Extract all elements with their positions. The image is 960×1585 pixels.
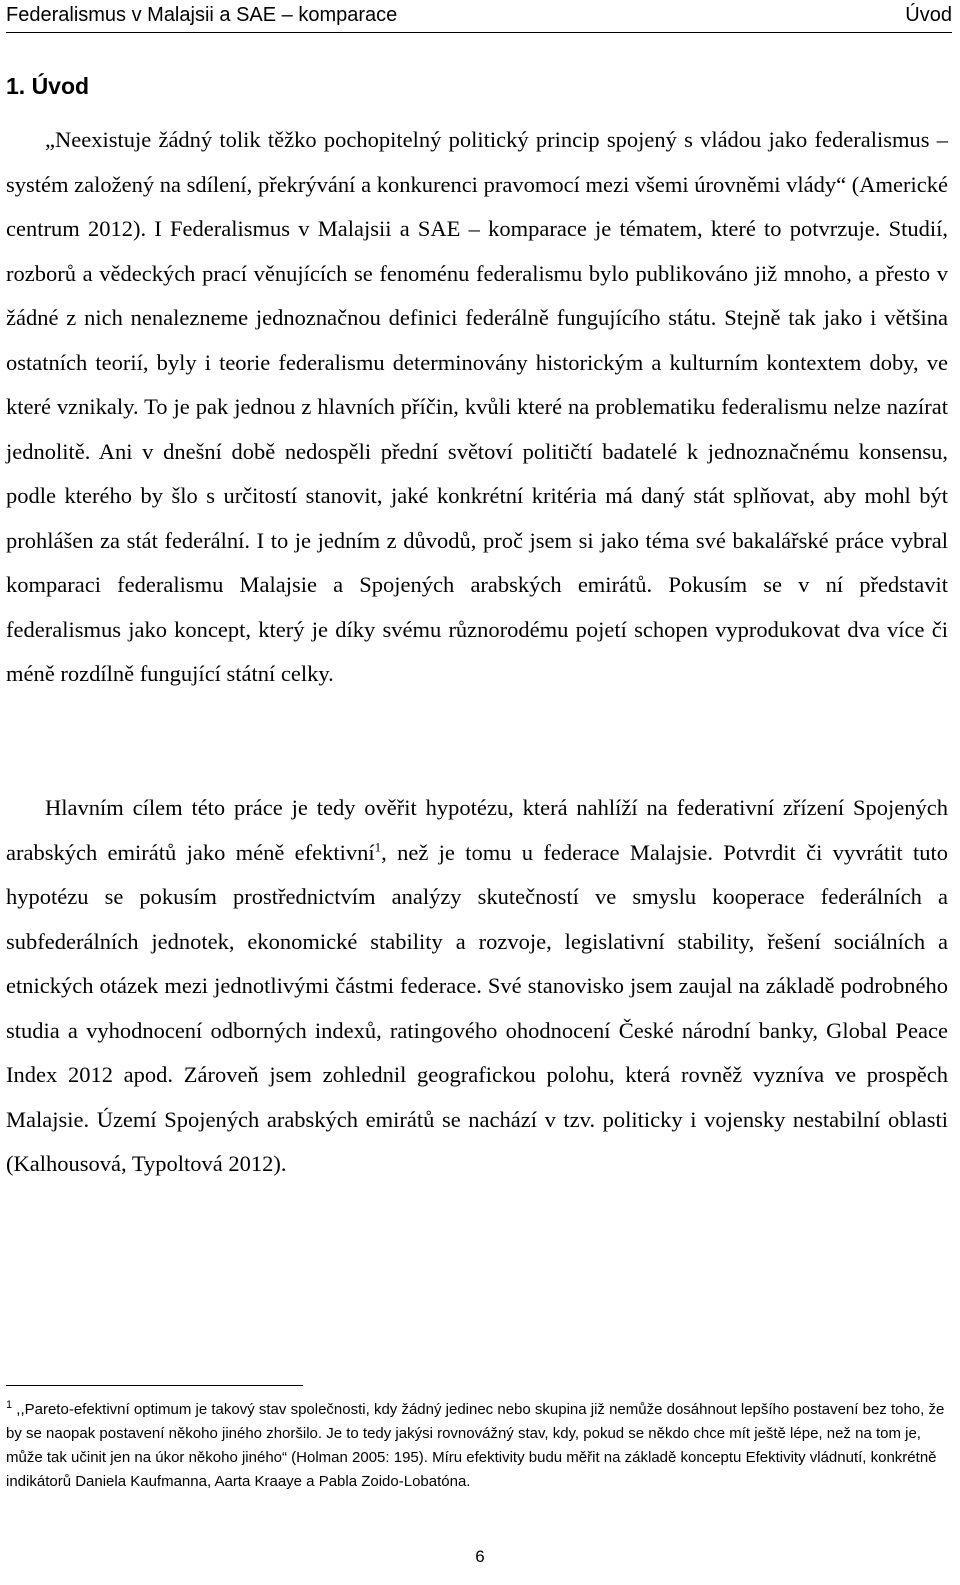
footnote-separator (6, 1385, 303, 1386)
chapter-title: 1. Úvod (6, 73, 90, 99)
paragraph-2-before-text: Hlavním cílem této práce je tedy ověřit hypotézu, která nahlíží na federativní zřízení Spojených arabských emirátů jako méně efektivní (6, 795, 948, 865)
running-header (6, 2, 952, 33)
footnote (6, 1398, 948, 1494)
paragraph-1: „Neexistuje žádný tolik těžko pochopitelný politický princip spojený s vládou jako federalismus – systém založený na sdílení, překrývání a konkurenci pravomocí mezi všemi úrovněmi vlády“ (Americké centrum 2012). I Federalismus v Malajsii a SAE – komparace je tématem, které to potvrzuje. Studií, rozborů a vědeckých prací věnujících se fenoménu federalismu bylo publikováno již mnoho, a přesto v žádné z nich nenalezneme jednoznačnou definici federálně fungujícího státu. Stejně tak jako i většina ostatních teorií, byly i teorie federalismu determinovány historickým a kulturním kontextem doby, ve které vznikaly. To je pak jednou z hlavních příčin, kvůli které na problematiku federalismu nelze nazírat jednolitě. Ani v dnešní době nedospěli přední světoví političtí badatelé k jednoznačnému konsensu, podle kterého by šlo s určitostí stanovit, jaké konkrétní kritéria má daný stát splňovat, aby mohl být prohlášen za stát federální. I to je jedním z důvodů, proč jsem si jako téma své bakalářské práce vybral komparaci federalismu Malajsie a Spojených arabských emirátů. Pokusím se v ní představit federalismus jako koncept, který je díky svému různorodému pojetí schopen vyprodukovat dva více či méně rozdílně fungující státní celky. (6, 127, 948, 686)
page-number: 6 (475, 1547, 485, 1566)
footnote-mark: 1 (6, 1399, 13, 1411)
paragraph-2 (6, 786, 948, 1187)
footnote-reference: 1 (374, 839, 382, 854)
footnote-text: ,,Pareto-efektivní optimum je takový stav společnosti, kdy žádný jedinec nebo skupina již nemůže dosáhnout lepšího postavení bez toho, že by se naopak postavení někoho jiného zhoršilo. Je to tedy jakýsi rovnovážný stav, kdy, pokud se někdo chce mít ještě lépe, než na tom je, může tak učinit jen na úkor někoho jiného“ (Holman 2005: 195). Míru efektivity budu měřit na základě konceptu Efektivity vládnutí, konkrétně indikátorů Daniela Kaufmanna, Aarta Kraaye a Pabla Zoido-Lobatóna. (6, 1401, 945, 1490)
header-title: Federalismus v Malajsii a SAE – komparace (6, 4, 398, 26)
header-section: Úvod (905, 4, 952, 26)
paragraph-2-after-text: , než je tomu u federace Malajsie. Potvrdit či vyvrátit tuto hypotézu se pokusím prostřednictvím analýzy skutečností ve smyslu kooperace federálních a subfederálních jednotek, ekonomické stability a rozvoje, legislativní stability, řešení sociálních a etnických otázek mezi jednotlivými částmi federace. Své stanovisko jsem zaujal na základě podrobného studia a vyhodnocení odborných indexů, ratingového ohodnocení České národní banky, Global Peace Index 2012 apod. Zároveň jsem zohlednil geografickou polohu, která rovněž vyzníva ve prospěch Malajsie. Území Spojených arabských emirátů se nachází v tzv. politicky i vojensky nestabilní oblasti (Kalhousová, Typoltová 2012). (6, 839, 948, 1176)
